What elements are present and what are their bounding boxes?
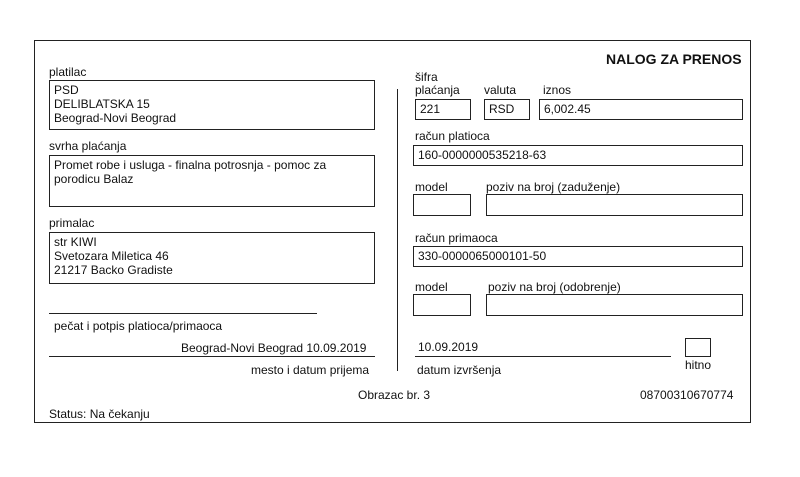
recipient-field[interactable] <box>49 232 375 284</box>
execution-date-label: datum izvršenja <box>417 363 502 377</box>
currency-value: RSD <box>489 102 515 116</box>
place-date-line <box>49 356 375 357</box>
model-field-debit[interactable] <box>413 194 471 216</box>
model-value-credit <box>414 295 470 299</box>
reference-number: 08700310670774 <box>640 388 734 402</box>
reference-label-credit: poziv na broj (odobrenje) <box>488 280 621 294</box>
place-date-value: Beograd-Novi Beograd 10.09.2019 <box>181 341 367 355</box>
model-label-credit: model <box>415 280 448 294</box>
reference-value-credit <box>487 295 742 299</box>
reference-field-debit[interactable] <box>486 194 743 216</box>
form-title: NALOG ZA PRENOS <box>606 51 742 67</box>
reference-field-credit[interactable] <box>486 294 743 316</box>
currency-field[interactable] <box>484 99 530 120</box>
purpose-field[interactable] <box>49 155 375 207</box>
stamp-signature-label: pečat i potpis platioca/primaoca <box>54 319 223 333</box>
reference-label-debit: poziv na broj (zaduženje) <box>486 180 621 194</box>
execution-date-value: 10.09.2019 <box>418 340 479 354</box>
payment-code-label-line2: plaćanja <box>415 83 460 97</box>
payer-field[interactable] <box>49 80 375 130</box>
place-date-label: mesto i datum prijema <box>251 363 370 377</box>
recipient-label: primalac <box>49 216 95 230</box>
payer-text: PSD DELIBLATSKA 15 Beograd-Novi Beograd <box>54 83 177 125</box>
payment-code-field[interactable] <box>415 99 471 120</box>
payer-account-field[interactable] <box>413 145 743 166</box>
form-number: Obrazac br. 3 <box>358 388 431 402</box>
payment-code-value: 221 <box>420 102 441 116</box>
payer-account-value: 160-0000000535218-63 <box>418 148 547 162</box>
payer-account-label: račun platioca <box>415 129 490 143</box>
amount-field[interactable] <box>539 99 743 120</box>
model-field-credit[interactable] <box>413 294 471 316</box>
urgent-checkbox[interactable] <box>685 338 711 357</box>
recipient-account-value: 330-0000065000101-50 <box>418 249 547 263</box>
payer-label: platilac <box>49 65 87 79</box>
recipient-account-field[interactable] <box>413 246 743 267</box>
payment-order-form <box>34 40 751 423</box>
column-divider <box>397 89 398 371</box>
reference-value-debit <box>487 195 742 199</box>
recipient-text: str KIWI Svetozara Miletica 46 21217 Backo Gradiste <box>54 235 173 277</box>
purpose-label: svrha plaćanja <box>49 139 127 153</box>
purpose-text: Promet robe i usluga - finalna potrosnja - pomoc za porodicu Balaz <box>54 158 327 186</box>
recipient-account-label: račun primaoca <box>415 231 498 245</box>
payment-code-label-line1: šifra <box>415 70 438 84</box>
execution-date-line <box>415 356 671 357</box>
urgent-label: hitno <box>685 358 712 372</box>
model-value-debit <box>414 195 470 199</box>
model-label-debit: model <box>415 180 448 194</box>
amount-value: 6,002.45 <box>544 102 591 116</box>
signature-line <box>49 313 317 314</box>
status-text: Status: Na čekanju <box>49 407 150 421</box>
currency-label: valuta <box>484 83 517 97</box>
amount-label: iznos <box>543 83 572 97</box>
